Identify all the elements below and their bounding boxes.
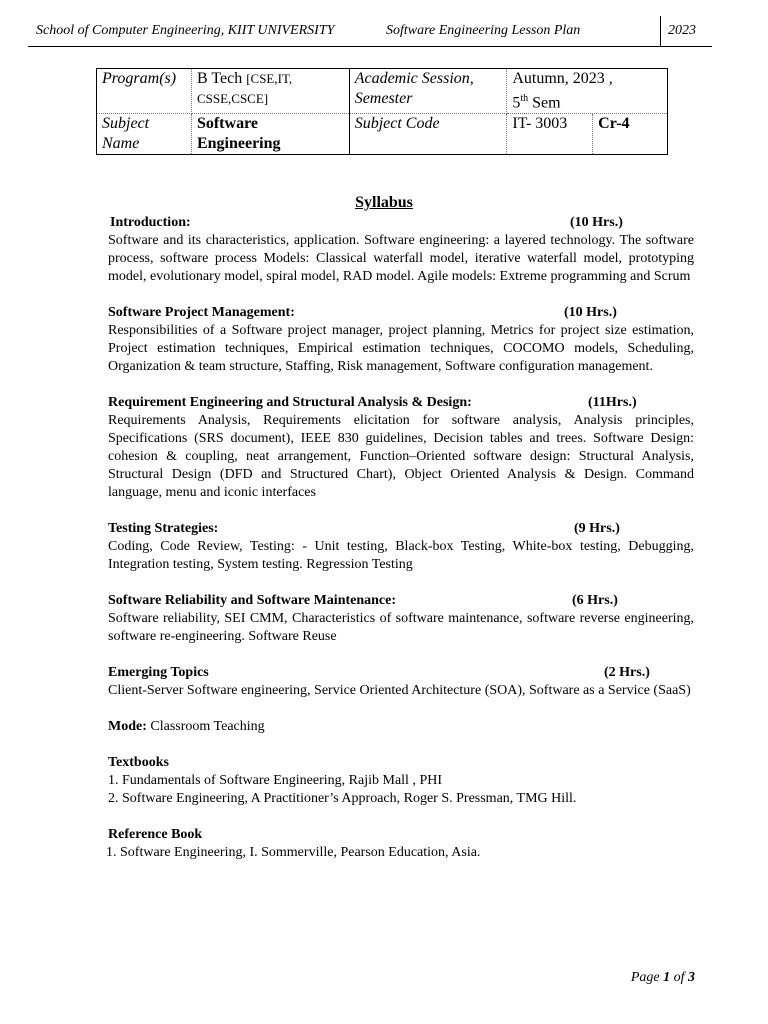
section-body: Software reliability, SEI CMM, Characteristics of software maintenance, software reverse engineering, software re-engineering. Software Reuse	[108, 611, 694, 644]
section-testing	[108, 520, 694, 574]
section-title: Software Reliability and Software Maintenance:	[108, 593, 397, 608]
session-label-cell	[349, 69, 507, 114]
section-body: Responsibilities of a Software project manager, project planning, Metrics for project size estimation, Project estimation techniques, Empirical estimation techniques, COCOMO models, Scheduling, Organization & team structure, Staffing, Risk management, Software configuration management.	[108, 323, 694, 374]
semester-number: 5	[512, 94, 521, 112]
mode-line	[108, 718, 694, 736]
table-row	[97, 69, 668, 114]
section-heading	[108, 394, 694, 412]
header-lesson-plan: Software Engineering Lesson Plan	[386, 23, 581, 38]
program-value-cell	[191, 69, 349, 114]
program-branches-1: [CSE,IT,	[246, 71, 293, 86]
section-project-management	[108, 304, 694, 376]
reference-title: Reference Book	[108, 827, 203, 842]
section-introduction	[108, 214, 694, 286]
section-title: Software Project Management:	[108, 305, 295, 320]
header-year: 2023	[668, 23, 696, 38]
subject-label-2: Name	[102, 135, 140, 153]
program-label: Program(s)	[102, 70, 177, 87]
section-body: Requirements Analysis, Requirements elicitation for software analysis, Analysis principles, Specifications (SRS document), IEEE 830 guidelines, Decision tables and trees. Software Design: cohesion & coupling, neat arrangement, Function–Oriented software design: Structural Analysis, Structural Design (DFD and Structured Chart), Object Oriented Analysis & Design. Command language, menu and iconic interfaces	[108, 413, 694, 500]
section-hours: (10 Hrs.)	[570, 215, 623, 230]
subject-label-1: Subject	[102, 115, 150, 133]
code-value: IT- 3003	[512, 115, 568, 133]
section-title: Emerging Topics	[108, 665, 209, 680]
reference-section	[108, 826, 694, 862]
session-label-1: Academic Session,	[354, 70, 474, 87]
textbooks-section	[108, 754, 694, 808]
session-label-2: Semester	[354, 90, 413, 107]
syllabus-title: Syllabus	[355, 194, 413, 211]
of-word: of	[670, 970, 688, 985]
subject-label-cell	[97, 114, 192, 155]
list-item: 2. Software Engineering, A Practitioner’s Approach, Roger S. Pressman, TMG Hill.	[108, 791, 577, 806]
section-body: Client-Server Software engineering, Service Oriented Architecture (SOA), Software as a Service (SaaS)	[108, 683, 691, 698]
session-value-1: Autumn, 2023 ,	[512, 70, 613, 87]
textbooks-title: Textbooks	[108, 755, 169, 770]
section-hours: (9 Hrs.)	[574, 521, 620, 536]
code-value-cell	[507, 114, 593, 155]
section-hours: (6 Hrs.)	[572, 593, 618, 608]
mode-value: Classroom Teaching	[146, 719, 265, 734]
list-item: 1. Fundamentals of Software Engineering, Rajib Mall , PHI	[108, 773, 442, 788]
credit-cell	[593, 114, 668, 155]
program-value: B Tech	[196, 70, 243, 87]
section-hours: (2 Hrs.)	[604, 665, 650, 680]
page-number: 1	[663, 970, 671, 985]
section-heading	[108, 664, 694, 682]
section-emerging-topics	[108, 664, 694, 700]
program-branches-2: CSSE,CSCE]	[196, 91, 269, 106]
section-heading	[108, 520, 694, 538]
table-row	[97, 114, 668, 155]
section-title: Testing Strategies:	[108, 521, 219, 536]
session-value-cell	[507, 69, 668, 114]
header-divider	[660, 16, 661, 46]
page-word: Page	[630, 970, 664, 985]
section-heading	[108, 304, 694, 322]
section-heading	[108, 592, 694, 610]
section-hours: (10 Hrs.)	[564, 305, 617, 320]
section-requirement-engineering	[108, 394, 694, 502]
section-reliability	[108, 592, 694, 646]
page-total: 3	[688, 970, 695, 985]
subject-value-1: Software	[196, 115, 258, 133]
section-hours: (11Hrs.)	[588, 395, 637, 410]
semester-word: Sem	[528, 94, 561, 112]
header-school: School of Computer Engineering, KIIT UNIVERSITY	[36, 23, 335, 38]
code-label: Subject Code	[354, 115, 440, 133]
section-title: Introduction:	[110, 215, 191, 230]
list-item: 1. Software Engineering, I. Sommerville, Pearson Education, Asia.	[106, 845, 481, 860]
section-body: Software and its characteristics, application. Software engineering: a layered technology. The software process, software process Models: Classical waterfall model, iterative waterfall model, prototyping model, evolutionary model, spiral model, RAD model. Agile models: Extreme programming and Scrum	[108, 233, 694, 284]
page-header	[28, 16, 712, 47]
program-label-cell	[97, 69, 192, 114]
page-footer	[631, 970, 695, 986]
section-heading	[110, 214, 694, 232]
section-title: Requirement Engineering and Structural Analysis & Design:	[108, 395, 472, 410]
section-body: Coding, Code Review, Testing: - Unit testing, Black-box Testing, White-box testing, Debugging, Integration testing, System testing. Regression Testing	[108, 539, 694, 572]
course-info-table	[96, 68, 668, 155]
code-label-cell	[349, 114, 507, 155]
syllabus-content	[108, 214, 694, 880]
credit-value: Cr-4	[598, 115, 630, 133]
subject-value-2: Engineering	[196, 135, 281, 153]
mode-label: Mode:	[108, 719, 147, 734]
semester-suffix: th	[520, 93, 529, 104]
subject-value-cell	[191, 114, 349, 155]
